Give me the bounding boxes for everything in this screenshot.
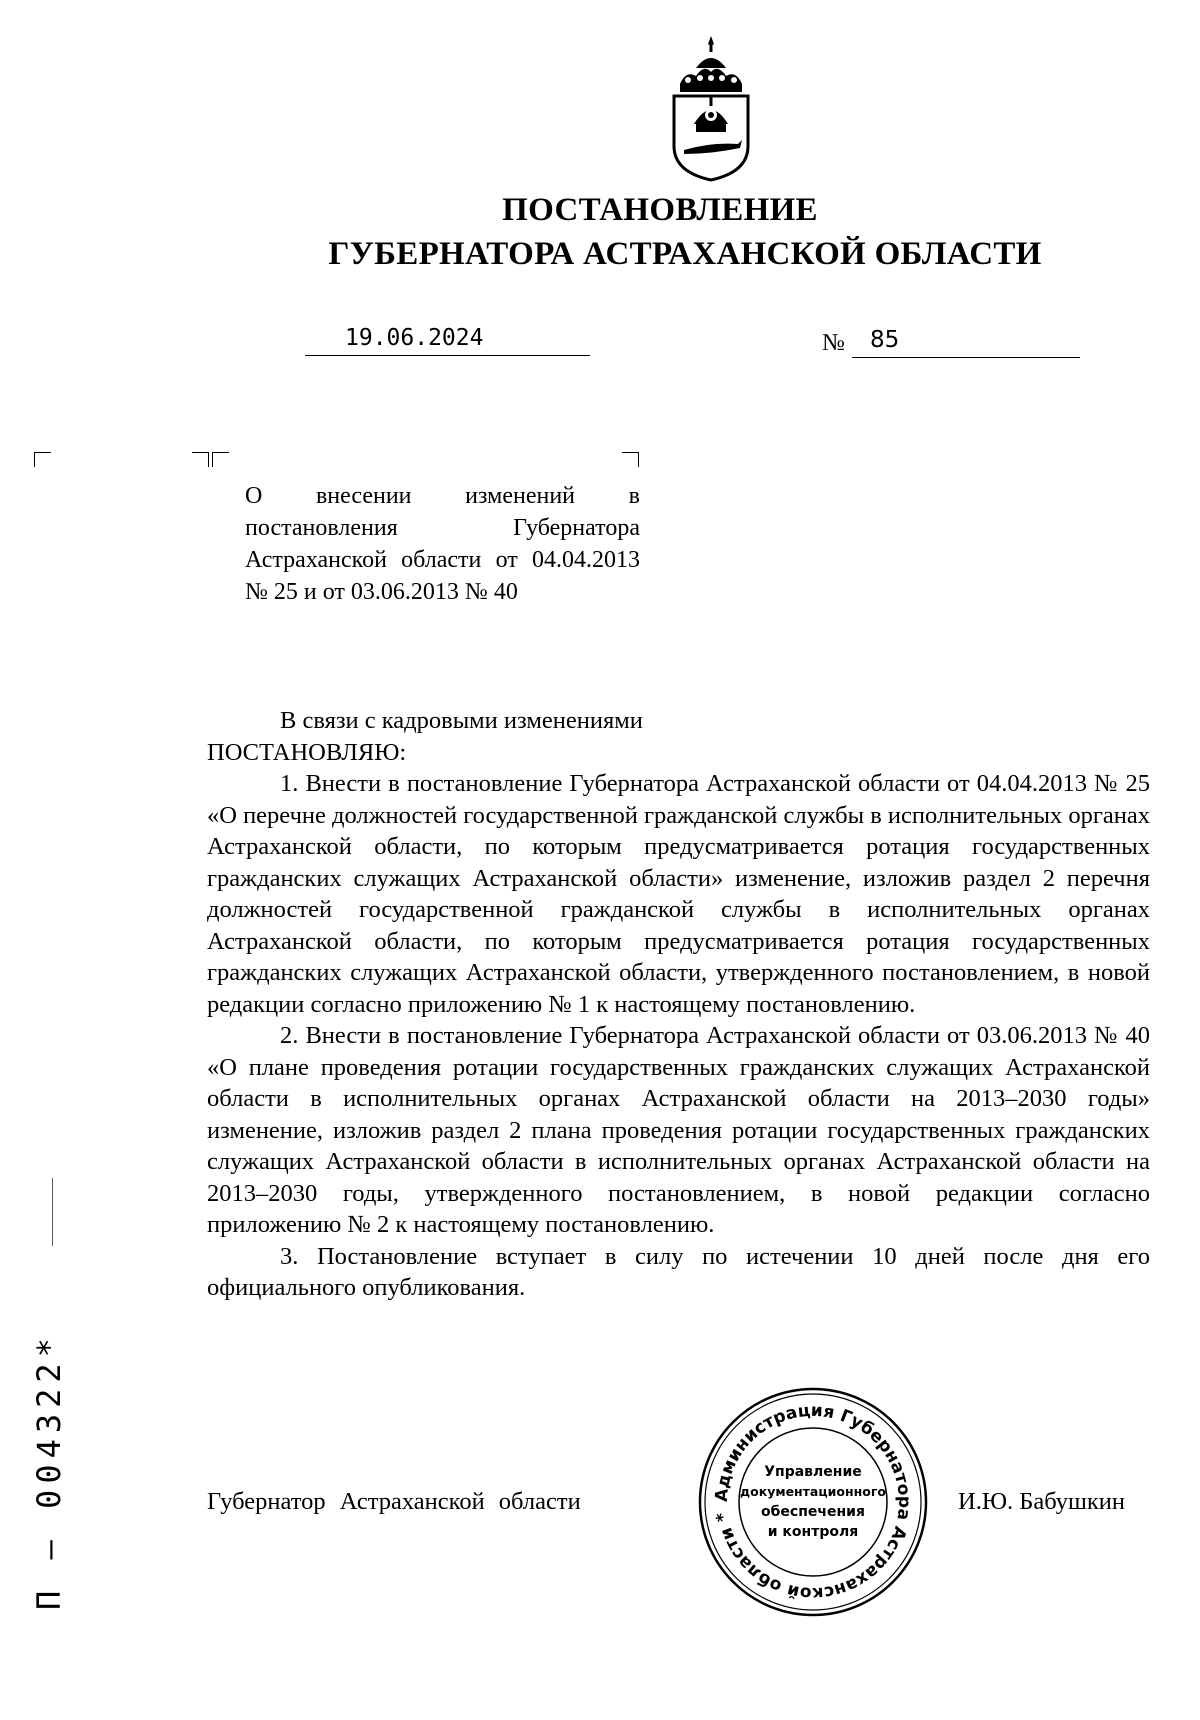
body-item-2: 2. Внести в постановление Губернатора Астраханской области от 03.06.2013 № 40 «О плане проведения ротации государственных гражданских служащих Астраханской области в исполнительных органах Астраханской области на 2013–2030 годы» изменение, изложив раздел 2 плана проведения ротации государственных гражданских служащих Астраханской области в исполнительных органах Астраханской области на 2013–2030 годы, утвержденного постановлением, в новой редакции согласно приложению № 2 к настоящему постановлению. — [207, 1022, 1150, 1238]
corner-mark-subject-left-a — [192, 452, 209, 467]
number-label: № — [822, 330, 845, 356]
document-subject: О внесении изменений в постановления Губернатора Астраханской области от 04.04.2013 № 25 и от 03.06.2013 № 40 — [245, 483, 640, 605]
document-body — [207, 705, 1150, 1304]
signatory-position: Губернатор Астраханской области — [207, 1488, 581, 1515]
stamp-line-4: и контроля — [767, 1524, 859, 1540]
body-resolve: ПОСТАНОВЛЯЮ: — [207, 738, 407, 766]
stamp-line-3: обеспечения — [761, 1504, 865, 1520]
official-stamp — [697, 1386, 929, 1618]
stamp-ring-text: Администрация Губернатора Астраханской области * — [711, 1400, 915, 1604]
signatory-name: И.Ю. Бабушкин — [958, 1488, 1125, 1515]
document-date: 19.06.2024 — [345, 325, 484, 351]
margin-line — [52, 1178, 53, 1246]
stamp-line-2: документационного — [740, 1484, 886, 1499]
date-underline — [305, 355, 590, 356]
body-item-1: 1. Внести в постановление Губернатора Астраханской области от 04.04.2013 № 25 «О перечне должностей государственной гражданской службы в исполнительных органах Астраханской области, по которым предусматривается ротация государственных гражданских служащих Астраханской области» изменение, изложив раздел 2 перечня должностей государственной гражданской службы в исполнительных органах Астраханской области, по которым предусматривается ротация государственных гражданских служащих Астраханской области, утвержденного постановлением, в новой редакции согласно приложению № 1 к настоящему постановлению. — [207, 770, 1150, 1018]
document-issuer: ГУБЕРНАТОРА АСТРАХАНСКОЙ ОБЛАСТИ — [328, 236, 1042, 272]
corner-mark-subject-right — [622, 452, 639, 467]
corner-mark-subject-left-b — [212, 452, 229, 467]
corner-mark-left — [34, 452, 51, 467]
document-title: ПОСТАНОВЛЕНИЕ — [502, 192, 818, 228]
document-number: 85 — [870, 327, 900, 353]
body-intro: В связи с кадровыми изменениями — [280, 707, 643, 734]
svg-text:Администрация Губернатора Астр — [712, 1401, 914, 1603]
serial-number: П – 004322* — [30, 1332, 68, 1610]
stamp-line-1: Управление — [764, 1464, 862, 1480]
coat-of-arms-emblem — [666, 34, 756, 182]
number-underline — [852, 357, 1080, 358]
body-item-3: 3. Постановление вступает в силу по истечении 10 дней после дня его официального опубликования. — [207, 1242, 1150, 1301]
